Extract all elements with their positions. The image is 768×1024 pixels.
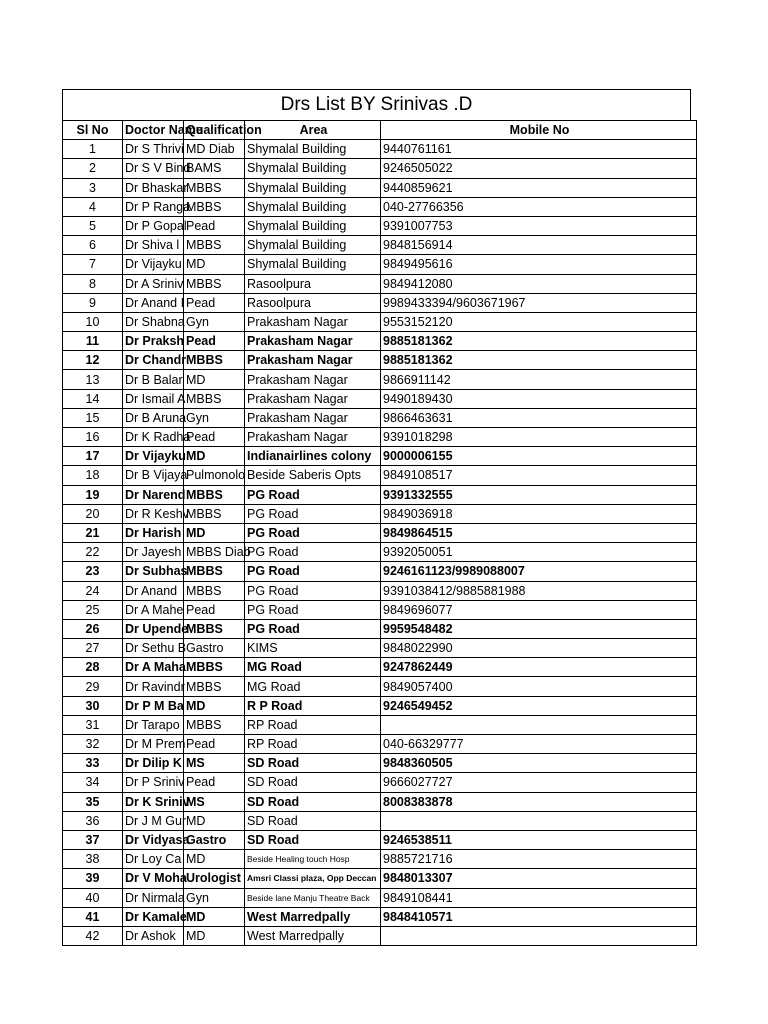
cell-doctor-name: Dr Subhas — [123, 562, 184, 581]
cell-doctor-name: Dr Ashok — [123, 926, 184, 945]
cell-sl-no: 41 — [63, 907, 123, 926]
cell-sl-no: 14 — [63, 389, 123, 408]
table-row — [63, 408, 697, 427]
cell-area: Shymalal Building — [245, 216, 381, 235]
cell-mobile-no: 9246161123/9989088007 — [381, 562, 697, 581]
cell-qualification: MBBS — [184, 677, 245, 696]
cell-doctor-name: Dr V Moha — [123, 869, 184, 888]
cell-area: PG Road — [245, 619, 381, 638]
cell-area: SD Road — [245, 830, 381, 849]
cell-qualification: MD — [184, 811, 245, 830]
cell-qualification: MBBS — [184, 485, 245, 504]
table-row — [63, 159, 697, 178]
cell-mobile-no: 9553152120 — [381, 312, 697, 331]
cell-area: MG Road — [245, 658, 381, 677]
cell-sl-no: 11 — [63, 332, 123, 351]
cell-sl-no: 2 — [63, 159, 123, 178]
cell-sl-no: 17 — [63, 447, 123, 466]
cell-mobile-no: 040-27766356 — [381, 197, 697, 216]
cell-doctor-name: Dr Dilip K — [123, 754, 184, 773]
cell-mobile-no: 9246538511 — [381, 830, 697, 849]
doctors-table — [62, 120, 697, 946]
cell-sl-no: 30 — [63, 696, 123, 715]
cell-qualification: MD — [184, 523, 245, 542]
cell-mobile-no: 9391007753 — [381, 216, 697, 235]
cell-qualification: MBBS — [184, 658, 245, 677]
cell-mobile-no: 9391332555 — [381, 485, 697, 504]
cell-area: Prakasham Nagar — [245, 428, 381, 447]
cell-area: Shymalal Building — [245, 178, 381, 197]
cell-qualification: Gastro — [184, 639, 245, 658]
cell-doctor-name: Dr Jayesh — [123, 543, 184, 562]
cell-mobile-no: 9849108441 — [381, 888, 697, 907]
cell-qualification: MBBS — [184, 274, 245, 293]
cell-mobile-no: 9849108517 — [381, 466, 697, 485]
cell-doctor-name: Dr Praksh — [123, 332, 184, 351]
table-row — [63, 197, 697, 216]
table-row — [63, 869, 697, 888]
cell-area: West Marredpally — [245, 926, 381, 945]
header-doctor-name: Doctor Name — [123, 121, 184, 140]
cell-sl-no: 42 — [63, 926, 123, 945]
table-row — [63, 178, 697, 197]
cell-doctor-name: Dr Shiva l — [123, 236, 184, 255]
cell-sl-no: 38 — [63, 850, 123, 869]
cell-sl-no: 22 — [63, 543, 123, 562]
cell-area: RP Road — [245, 715, 381, 734]
cell-sl-no: 8 — [63, 274, 123, 293]
cell-doctor-name: Dr Ismail A — [123, 389, 184, 408]
cell-area: PG Road — [245, 581, 381, 600]
cell-doctor-name: Dr Bhaskar — [123, 178, 184, 197]
cell-area: Beside lane Manju Theatre Back — [245, 888, 381, 907]
cell-area: Rasoolpura — [245, 293, 381, 312]
cell-area: Prakasham Nagar — [245, 332, 381, 351]
cell-qualification: MBBS — [184, 715, 245, 734]
cell-mobile-no: 9849696077 — [381, 600, 697, 619]
cell-doctor-name: Dr Upende — [123, 619, 184, 638]
cell-area: Shymalal Building — [245, 236, 381, 255]
table-row — [63, 447, 697, 466]
cell-mobile-no: 9866463631 — [381, 408, 697, 427]
cell-sl-no: 1 — [63, 140, 123, 159]
cell-area: Beside Saberis Opts — [245, 466, 381, 485]
cell-area: PG Road — [245, 523, 381, 542]
cell-area: PG Road — [245, 485, 381, 504]
cell-mobile-no: 9440761161 — [381, 140, 697, 159]
table-row — [63, 888, 697, 907]
table-row — [63, 677, 697, 696]
cell-qualification: MD — [184, 255, 245, 274]
cell-sl-no: 24 — [63, 581, 123, 600]
cell-qualification: MBBS — [184, 197, 245, 216]
cell-area: Shymalal Building — [245, 140, 381, 159]
table-row — [63, 293, 697, 312]
cell-area: Shymalal Building — [245, 255, 381, 274]
cell-area: SD Road — [245, 754, 381, 773]
table-row — [63, 792, 697, 811]
cell-area: PG Road — [245, 504, 381, 523]
cell-doctor-name: Dr Sethu B — [123, 639, 184, 658]
table-row — [63, 216, 697, 235]
cell-qualification: MBBS — [184, 389, 245, 408]
table-row — [63, 485, 697, 504]
cell-area: SD Road — [245, 811, 381, 830]
table-row — [63, 255, 697, 274]
cell-sl-no: 16 — [63, 428, 123, 447]
cell-mobile-no: 8008383878 — [381, 792, 697, 811]
cell-doctor-name: Dr Ravindr — [123, 677, 184, 696]
header-area: Area — [245, 121, 381, 140]
table-row — [63, 562, 697, 581]
cell-area: SD Road — [245, 792, 381, 811]
cell-mobile-no: 9849057400 — [381, 677, 697, 696]
cell-sl-no: 21 — [63, 523, 123, 542]
table-row — [63, 543, 697, 562]
cell-mobile-no: 9866911142 — [381, 370, 697, 389]
cell-sl-no: 20 — [63, 504, 123, 523]
table-row — [63, 581, 697, 600]
table-row — [63, 830, 697, 849]
cell-sl-no: 27 — [63, 639, 123, 658]
cell-sl-no: 29 — [63, 677, 123, 696]
cell-doctor-name: Dr B Aruna — [123, 408, 184, 427]
cell-mobile-no: 040-66329777 — [381, 735, 697, 754]
table-row — [63, 504, 697, 523]
cell-qualification: MD — [184, 907, 245, 926]
cell-sl-no: 19 — [63, 485, 123, 504]
cell-doctor-name: Dr S Thrivi — [123, 140, 184, 159]
cell-doctor-name: Dr P Ranga — [123, 197, 184, 216]
cell-qualification: MD — [184, 447, 245, 466]
cell-qualification: MBBS — [184, 581, 245, 600]
cell-qualification: MBBS — [184, 351, 245, 370]
cell-area: KIMS — [245, 639, 381, 658]
cell-sl-no: 39 — [63, 869, 123, 888]
cell-mobile-no: 9848156914 — [381, 236, 697, 255]
spreadsheet — [62, 89, 691, 946]
cell-qualification: Gyn — [184, 408, 245, 427]
cell-qualification: MBBS Diab — [184, 543, 245, 562]
cell-mobile-no: 9885181362 — [381, 332, 697, 351]
cell-doctor-name: Dr A Maha — [123, 658, 184, 677]
cell-mobile-no: 9246549452 — [381, 696, 697, 715]
cell-mobile-no: 9849412080 — [381, 274, 697, 293]
cell-area: R P Road — [245, 696, 381, 715]
cell-area: Prakasham Nagar — [245, 389, 381, 408]
cell-sl-no: 37 — [63, 830, 123, 849]
cell-sl-no: 10 — [63, 312, 123, 331]
cell-doctor-name: Dr S V Bind — [123, 159, 184, 178]
cell-doctor-name: Dr A Mahe — [123, 600, 184, 619]
table-row — [63, 735, 697, 754]
cell-mobile-no: 9490189430 — [381, 389, 697, 408]
table-row — [63, 140, 697, 159]
table-row — [63, 907, 697, 926]
cell-doctor-name: Dr K Radha — [123, 428, 184, 447]
cell-sl-no: 23 — [63, 562, 123, 581]
cell-qualification: Pulmonolo — [184, 466, 245, 485]
cell-doctor-name: Dr Vidyasa — [123, 830, 184, 849]
cell-area: Prakasham Nagar — [245, 408, 381, 427]
table-row — [63, 351, 697, 370]
sheet-title: Drs List BY Srinivas .D — [62, 89, 691, 120]
cell-doctor-name: Dr Chandr — [123, 351, 184, 370]
cell-qualification: Gyn — [184, 312, 245, 331]
cell-doctor-name: Dr Vijayku — [123, 255, 184, 274]
cell-mobile-no: 9848013307 — [381, 869, 697, 888]
cell-qualification: Pead — [184, 773, 245, 792]
cell-sl-no: 36 — [63, 811, 123, 830]
cell-qualification: MD — [184, 850, 245, 869]
cell-qualification: MBBS — [184, 178, 245, 197]
cell-sl-no: 9 — [63, 293, 123, 312]
cell-sl-no: 31 — [63, 715, 123, 734]
cell-doctor-name: Dr Kamale — [123, 907, 184, 926]
cell-doctor-name: Dr Vijayku — [123, 447, 184, 466]
cell-mobile-no: 9246505022 — [381, 159, 697, 178]
table-row — [63, 428, 697, 447]
cell-area: SD Road — [245, 773, 381, 792]
cell-qualification: MBBS — [184, 562, 245, 581]
cell-qualification: Urologist — [184, 869, 245, 888]
cell-qualification: Pead — [184, 600, 245, 619]
cell-sl-no: 4 — [63, 197, 123, 216]
cell-sl-no: 3 — [63, 178, 123, 197]
cell-area: West Marredpally — [245, 907, 381, 926]
cell-mobile-no: 9391018298 — [381, 428, 697, 447]
table-row — [63, 312, 697, 331]
cell-sl-no: 7 — [63, 255, 123, 274]
header-row — [63, 121, 697, 140]
cell-qualification: MD Diab — [184, 140, 245, 159]
cell-mobile-no: 9666027727 — [381, 773, 697, 792]
cell-qualification: MS — [184, 792, 245, 811]
cell-sl-no: 26 — [63, 619, 123, 638]
cell-doctor-name: Dr Tarapo — [123, 715, 184, 734]
cell-doctor-name: Dr A Sriniv — [123, 274, 184, 293]
cell-mobile-no: 9989433394/9603671967 — [381, 293, 697, 312]
table-row — [63, 926, 697, 945]
cell-area: PG Road — [245, 543, 381, 562]
cell-area: Prakasham Nagar — [245, 370, 381, 389]
cell-sl-no: 13 — [63, 370, 123, 389]
header-qualification: Qualification — [184, 121, 245, 140]
table-row — [63, 274, 697, 293]
cell-area: MG Road — [245, 677, 381, 696]
cell-doctor-name: Dr P Sriniv — [123, 773, 184, 792]
cell-doctor-name: Dr Anand I — [123, 293, 184, 312]
cell-mobile-no: 9848022990 — [381, 639, 697, 658]
cell-sl-no: 6 — [63, 236, 123, 255]
cell-sl-no: 25 — [63, 600, 123, 619]
cell-qualification: Pead — [184, 216, 245, 235]
cell-mobile-no: 9848410571 — [381, 907, 697, 926]
cell-sl-no: 18 — [63, 466, 123, 485]
cell-mobile-no: 9247862449 — [381, 658, 697, 677]
cell-qualification: Gastro — [184, 830, 245, 849]
cell-area: RP Road — [245, 735, 381, 754]
cell-doctor-name: Dr Harish — [123, 523, 184, 542]
cell-doctor-name: Dr B Balar — [123, 370, 184, 389]
cell-area: PG Road — [245, 562, 381, 581]
cell-qualification: MD — [184, 926, 245, 945]
header-mobile-no: Mobile No — [381, 121, 697, 140]
cell-mobile-no: 9000006155 — [381, 447, 697, 466]
cell-sl-no: 32 — [63, 735, 123, 754]
cell-area: Indianairlines colony — [245, 447, 381, 466]
cell-mobile-no — [381, 926, 697, 945]
cell-sl-no: 40 — [63, 888, 123, 907]
table-row — [63, 639, 697, 658]
cell-mobile-no: 9849864515 — [381, 523, 697, 542]
table-row — [63, 236, 697, 255]
cell-qualification: MS — [184, 754, 245, 773]
cell-area: Prakasham Nagar — [245, 312, 381, 331]
cell-qualification: MD — [184, 370, 245, 389]
cell-mobile-no: 9959548482 — [381, 619, 697, 638]
cell-sl-no: 34 — [63, 773, 123, 792]
cell-qualification: MBBS — [184, 619, 245, 638]
cell-area: Prakasham Nagar — [245, 351, 381, 370]
cell-doctor-name: Dr R Keshv — [123, 504, 184, 523]
table-row — [63, 600, 697, 619]
cell-doctor-name: Dr Narend — [123, 485, 184, 504]
cell-area: Shymalal Building — [245, 159, 381, 178]
cell-qualification: MD — [184, 696, 245, 715]
cell-mobile-no: 9392050051 — [381, 543, 697, 562]
cell-doctor-name: Dr Nirmala — [123, 888, 184, 907]
cell-mobile-no: 9848360505 — [381, 754, 697, 773]
cell-doctor-name: Dr J M Gur — [123, 811, 184, 830]
table-row — [63, 811, 697, 830]
cell-mobile-no: 9849036918 — [381, 504, 697, 523]
cell-sl-no: 15 — [63, 408, 123, 427]
cell-doctor-name: Dr K Sriniv — [123, 792, 184, 811]
cell-qualification: Pead — [184, 293, 245, 312]
cell-qualification: Pead — [184, 735, 245, 754]
cell-mobile-no: 9849495616 — [381, 255, 697, 274]
table-row — [63, 370, 697, 389]
cell-doctor-name: Dr Anand — [123, 581, 184, 600]
cell-area: Shymalal Building — [245, 197, 381, 216]
table-row — [63, 332, 697, 351]
cell-sl-no: 5 — [63, 216, 123, 235]
cell-mobile-no: 9440859621 — [381, 178, 697, 197]
cell-area: Rasoolpura — [245, 274, 381, 293]
cell-qualification: Gyn — [184, 888, 245, 907]
table-row — [63, 658, 697, 677]
table-row — [63, 773, 697, 792]
cell-mobile-no: 9391038412/9885881988 — [381, 581, 697, 600]
table-row — [63, 715, 697, 734]
cell-mobile-no — [381, 715, 697, 734]
cell-mobile-no: 9885181362 — [381, 351, 697, 370]
table-row — [63, 850, 697, 869]
cell-qualification: MBBS — [184, 504, 245, 523]
cell-qualification: MBBS — [184, 236, 245, 255]
table-row — [63, 696, 697, 715]
cell-doctor-name: Dr B Vijaya — [123, 466, 184, 485]
header-sl-no: Sl No — [63, 121, 123, 140]
cell-sl-no: 28 — [63, 658, 123, 677]
cell-mobile-no: 9885721716 — [381, 850, 697, 869]
cell-sl-no: 35 — [63, 792, 123, 811]
cell-doctor-name: Dr Shabna — [123, 312, 184, 331]
table-row — [63, 523, 697, 542]
cell-area: Amsri Classi plaza, Opp Deccan — [245, 869, 381, 888]
table-row — [63, 754, 697, 773]
cell-doctor-name: Dr P M Ba — [123, 696, 184, 715]
table-body — [63, 140, 697, 946]
cell-area: Beside Healing touch Hosp — [245, 850, 381, 869]
table-row — [63, 389, 697, 408]
table-row — [63, 466, 697, 485]
cell-sl-no: 12 — [63, 351, 123, 370]
cell-doctor-name: Dr M Prem — [123, 735, 184, 754]
table-row — [63, 619, 697, 638]
cell-area: PG Road — [245, 600, 381, 619]
cell-mobile-no — [381, 811, 697, 830]
cell-qualification: Pead — [184, 332, 245, 351]
cell-sl-no: 33 — [63, 754, 123, 773]
cell-qualification: Pead — [184, 428, 245, 447]
cell-doctor-name: Dr P Gopal — [123, 216, 184, 235]
cell-doctor-name: Dr Loy Ca — [123, 850, 184, 869]
cell-qualification: BAMS — [184, 159, 245, 178]
